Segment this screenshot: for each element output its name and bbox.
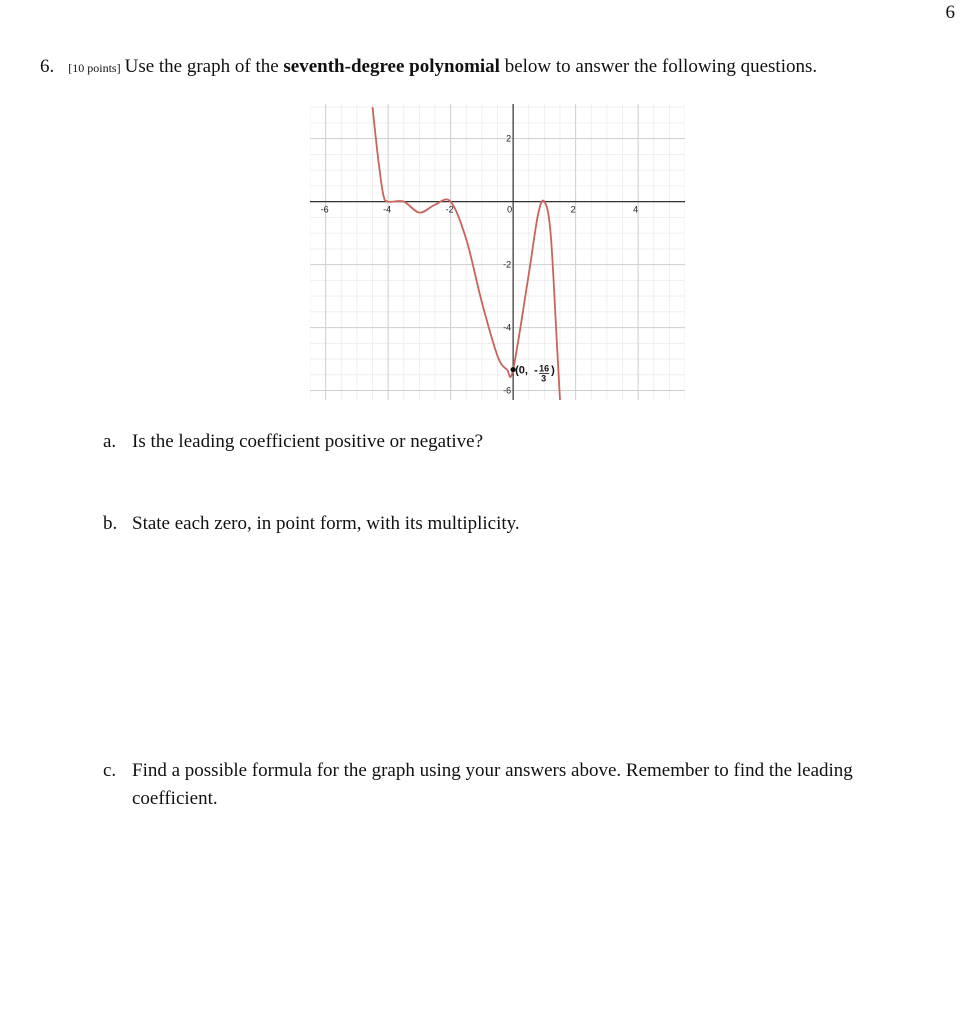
part-a-text: Is the leading coefficient positive or negative? <box>132 431 484 452</box>
part-a <box>103 428 483 456</box>
y-tick-label: -6 <box>503 385 512 396</box>
part-b <box>103 510 520 538</box>
point-label-sign: - <box>534 364 538 377</box>
x-tick-label: -2 <box>445 204 454 215</box>
x-tick-label: -4 <box>383 204 392 215</box>
y-tick-label: 2 <box>506 133 512 144</box>
part-c-letter: c. <box>103 760 117 781</box>
part-b-text: State each zero, in point form, with its multiplicity. <box>132 513 520 534</box>
part-c <box>103 757 903 813</box>
x-tick-label: -6 <box>320 204 329 215</box>
y-tick-label: -4 <box>503 322 512 333</box>
part-b-letter: b. <box>103 513 118 534</box>
x-tick-label: 0 <box>507 204 513 215</box>
part-c-text: Find a possible formula for the graph using your answers above. Remember to find the leading coefficient. <box>132 760 853 809</box>
graph-svg <box>310 104 685 400</box>
question-text-after: below to answer the following questions. <box>499 56 818 77</box>
y-intercept-label <box>515 364 555 384</box>
part-a-letter: a. <box>103 431 117 452</box>
question-number: 6. <box>40 56 55 77</box>
y-tick-label: -2 <box>503 259 512 270</box>
question-bold-text: seventh-degree polynomial <box>283 56 500 77</box>
points-label: [10 points] <box>68 61 121 75</box>
x-tick-label: 4 <box>633 204 639 215</box>
page-number: 6 <box>945 2 955 23</box>
question-text-before: Use the graph of the <box>124 56 284 77</box>
point-label-prefix: (0, <box>515 364 528 377</box>
point-label-numerator: 16 <box>539 363 550 374</box>
point-label-denominator: 3 <box>541 373 547 384</box>
point-label-suffix: ) <box>551 364 555 377</box>
question-prompt <box>40 56 817 78</box>
polynomial-graph <box>310 104 685 400</box>
x-tick-label: 2 <box>570 204 576 215</box>
